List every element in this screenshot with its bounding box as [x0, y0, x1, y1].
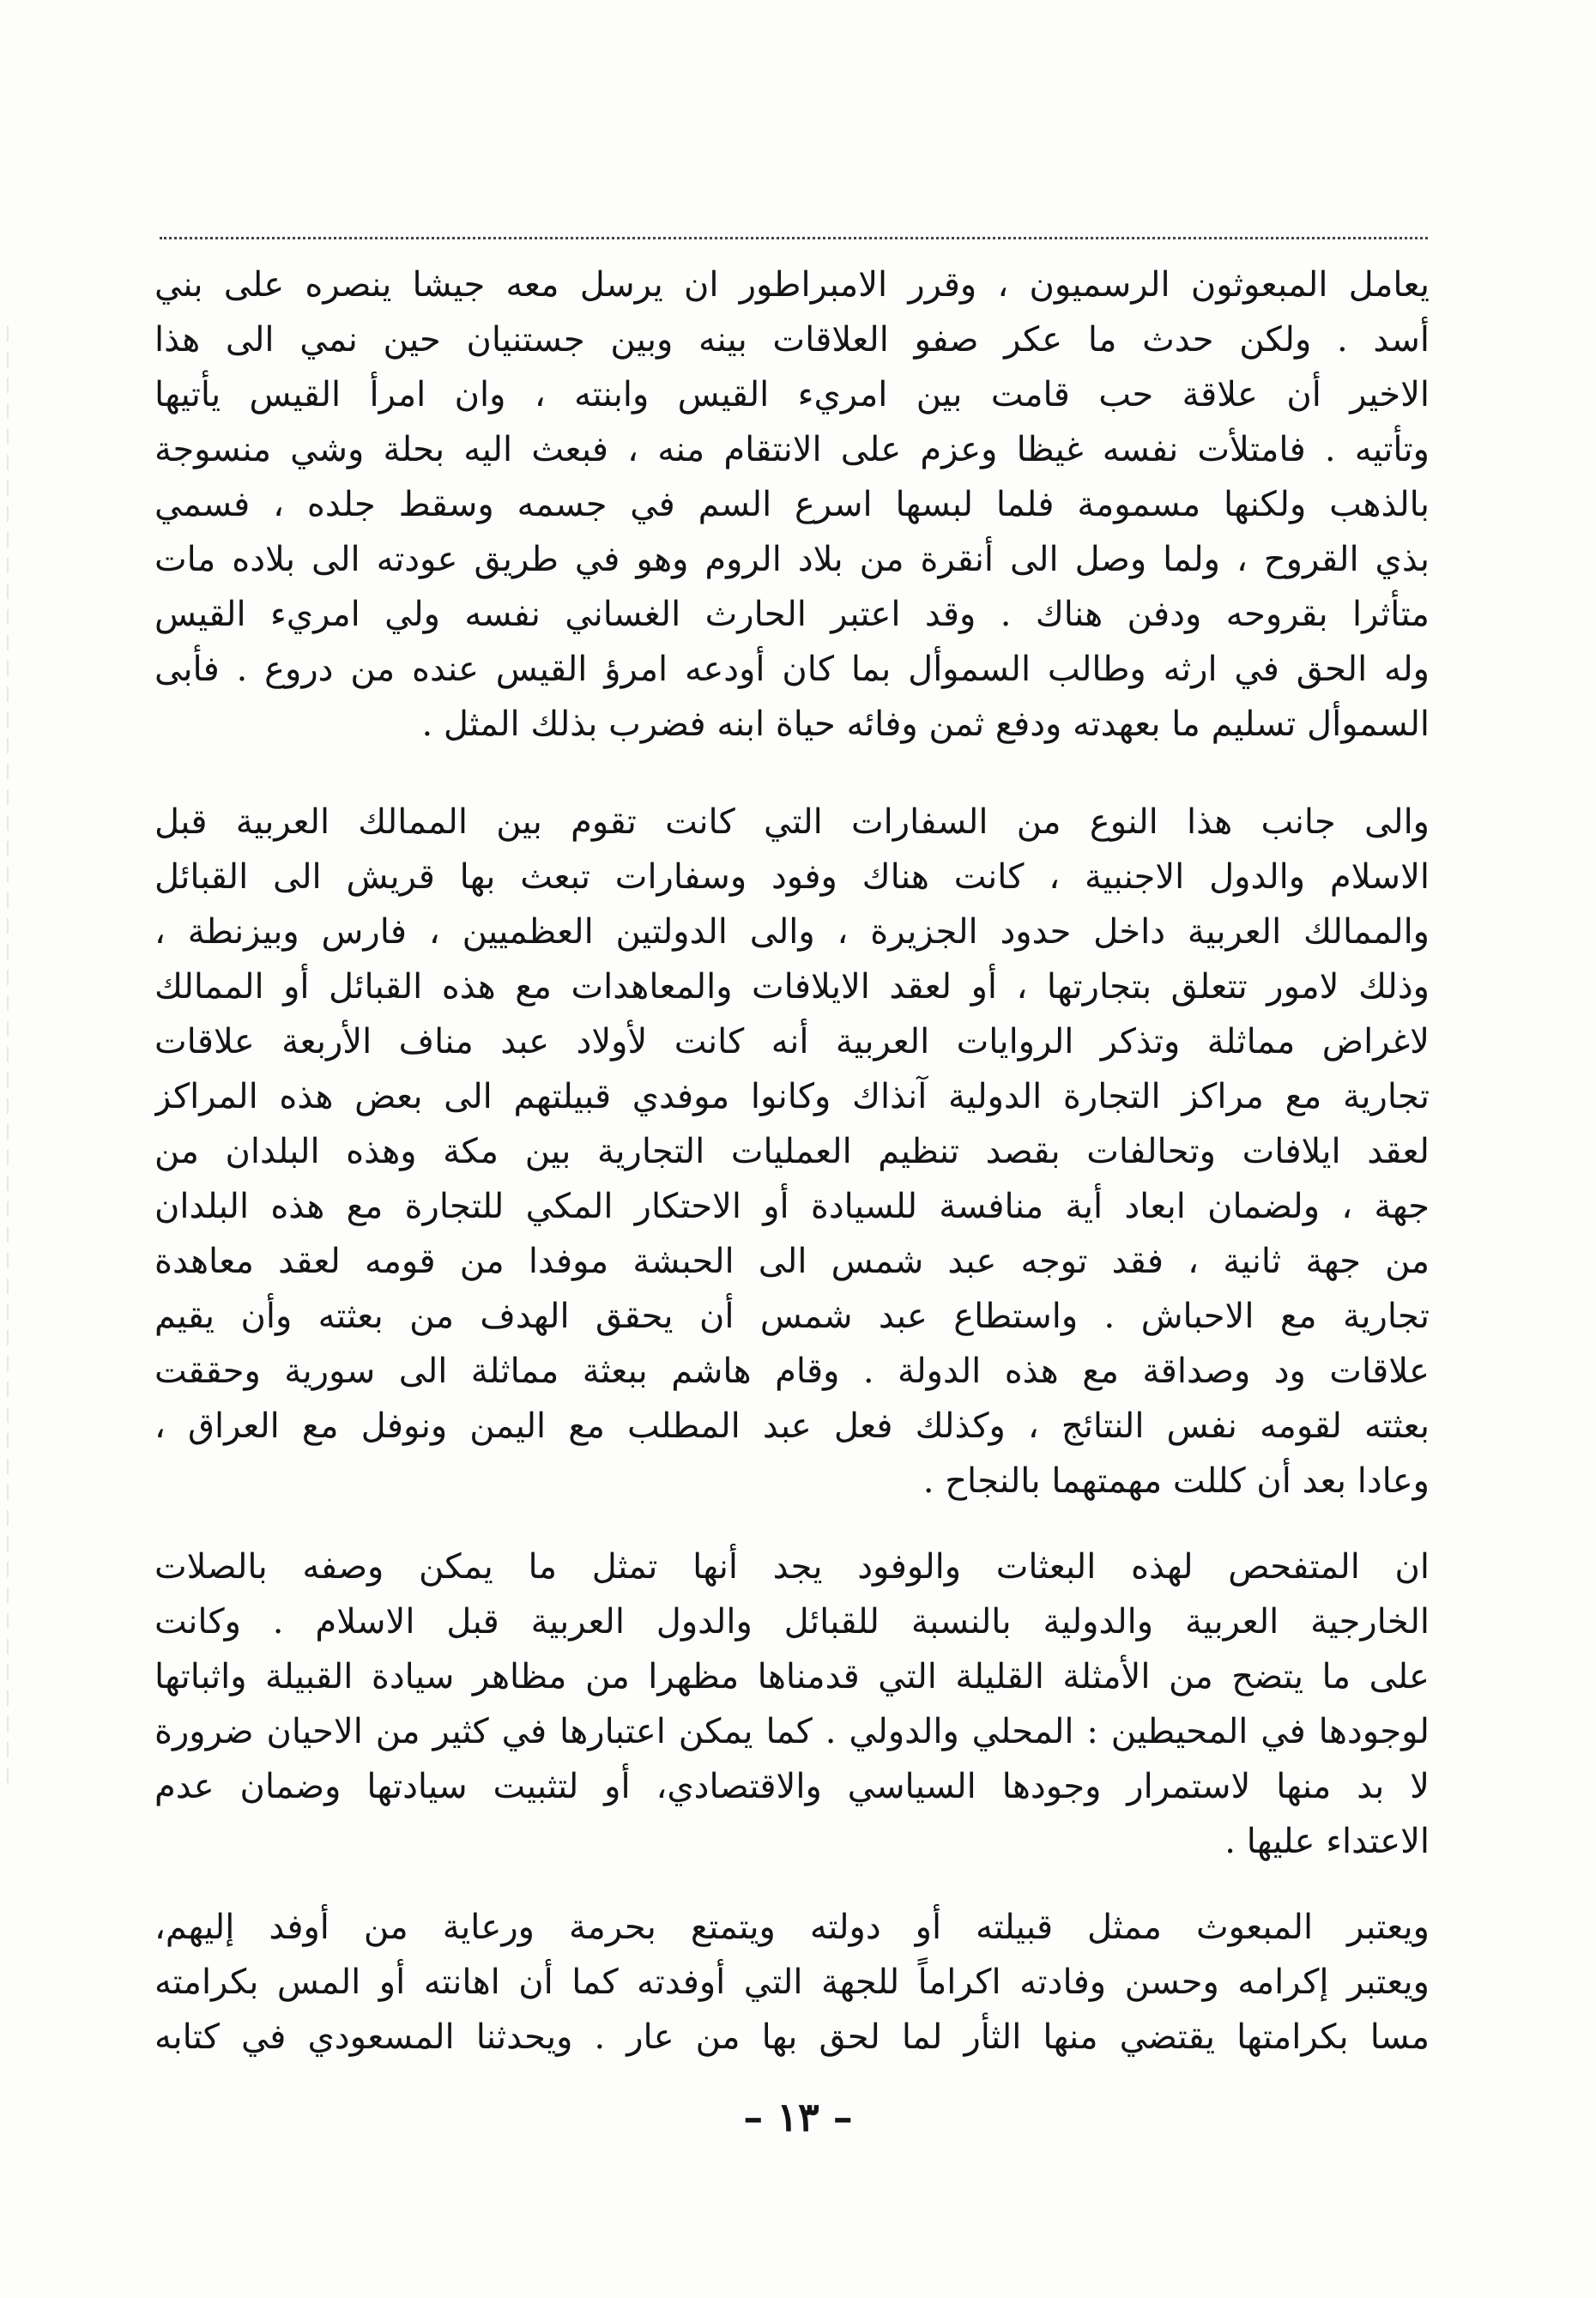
text-line: تجارية مع الاحباش . واستطاع عبد شمس أن يحقق الهدف من بعثته وأن يقيم — [154, 1297, 1430, 1336]
text-line: والى جانب هذا النوع من السفارات التي كانت تقوم بين الممالك العربية قبل — [154, 802, 1430, 842]
text-line: علاقات ود وصداقة مع هذه الدولة . وقام هاشم ببعثة مماثلة الى سورية وحققت — [154, 1352, 1430, 1391]
text-line: لعقد ايلافات وتحالفات بقصد تنظيم العمليات التجارية بين مكة وهذه البلدان من — [154, 1132, 1430, 1171]
text-line: الاخير أن علاقة حب قامت بين امريء القيس وابنته ، وان امرأ القيس يأتيها — [154, 375, 1430, 414]
text-line: الاسلام والدول الاجنبية ، كانت هناك وفود وسفارات تبعث بها قريش الى القبائل — [154, 857, 1430, 897]
paragraph-2 — [154, 795, 1430, 1509]
text-line: لاغراض مماثلة وتذكر الروايات العربية أنه كانت لأولاد عبد مناف الأربعة علاقات — [154, 1022, 1430, 1061]
text-line: ويعتبر إكرامه وحسن وفادته اكراماً للجهة التي أوفدته كما أن اهانته أو المس بكرامته — [154, 1962, 1430, 2002]
page-number: – ١٣ – — [743, 2094, 853, 2140]
text-line: يعامل المبعوثون الرسميون ، وقرر الامبراطور ان يرسل معه جيشا ينصره على بني — [154, 265, 1430, 305]
text-line: وله الحق في ارثه وطالب السموأل بما كان أودعه امرؤ القيس عنده من دروع . فأبى — [154, 650, 1430, 689]
text-line: وتأتيه . فامتلأت نفسه غيظا وعزم على الانتقام منه ، فبعث اليه بحلة وشي منسوجة — [154, 430, 1430, 469]
text-line: السموأل تسليم ما بعهدته ودفع ثمن وفائه حياة ابنه فضرب بذلك المثل . — [421, 705, 1430, 744]
text-line: والممالك العربية داخل حدود الجزيرة ، والى الدولتين العظميين ، فارس وبيزنطة ، — [154, 912, 1430, 952]
text-line: أسد . ولكن حدث ما عكر صفو العلاقات بينه وبين جستنيان حين نمي الى هذا — [154, 320, 1430, 360]
text-line: جهة ، ولضمان ابعاد أية منافسة للسيادة أو الاحتكار المكي للتجارة مع هذه البلدان — [154, 1187, 1430, 1226]
text-line: الخارجية العربية والدولية بالنسبة للقبائل والدول العربية قبل الاسلام . وكانت — [154, 1602, 1430, 1642]
text-line: ان المتفحص لهذه البعثات والوفود يجد أنها تمثل ما يمكن وصفه بالصلات — [154, 1547, 1430, 1587]
header-dotted-rule — [160, 237, 1428, 239]
text-line: من جهة ثانية ، فقد توجه عبد شمس الى الحبشة موفدا من قومه لعقد معاهدة — [154, 1242, 1430, 1281]
text-line: لوجودها في المحيطين : المحلي والدولي . كما يمكن اعتبارها في كثير من الاحيان ضرورة — [154, 1712, 1430, 1751]
text-line: ويعتبر المبعوث ممثل قبيلته أو دولته ويتمتع بحرمة ورعاية من أوفد إليهم، — [154, 1908, 1430, 1947]
text-line: على ما يتضح من الأمثلة القليلة التي قدمناها مظهرا من مظاهر سيادة القبيلة واثباتها — [154, 1657, 1430, 1696]
text-line: بذي القروح ، ولما وصل الى أنقرة من بلاد الروم وهو في طريق عودته الى بلاده مات — [154, 540, 1430, 579]
text-line: متأثرا بقروحه ودفن هناك . وقد اعتبر الحارث الغساني نفسه ولي امريء القيس — [154, 595, 1430, 634]
paragraph-4 — [154, 1900, 1430, 2065]
text-line: بالذهب ولكنها مسمومة فلما لبسها اسرع السم في جسمه وسقط جلده ، فسمي — [154, 485, 1430, 524]
text-line: وعادا بعد أن كللت مهمتهما بالنجاح . — [922, 1461, 1430, 1501]
text-line: وذلك لامور تتعلق بتجارتها ، أو لعقد الايلافات والمعاهدات مع هذه القبائل أو الممالك — [154, 967, 1430, 1007]
text-line: الاعتداء عليها . — [1224, 1822, 1430, 1861]
scan-edge-mark — [7, 326, 9, 1785]
body-text — [154, 257, 1430, 2065]
paragraph-3 — [154, 1539, 1430, 1869]
text-line: تجارية مع مراكز التجارة الدولية آنذاك وكانوا موفدي قبيلتهم الى بعض هذه المراكز — [154, 1077, 1430, 1116]
paragraph-1 — [154, 257, 1430, 752]
text-line: بعثته لقومه نفس النتائج ، وكذلك فعل عبد المطلب مع اليمن ونوفل مع العراق ، — [154, 1406, 1430, 1446]
text-line: لا بد منها لاستمرار وجودها السياسي والاقتصادي، أو لتثبيت سيادتها وضمان عدم — [154, 1767, 1430, 1806]
text-line: مسا بكرامتها يقتضي منها الثأر لما لحق بها من عار . ويحدثنا المسعودي في كتابه — [154, 2017, 1430, 2057]
